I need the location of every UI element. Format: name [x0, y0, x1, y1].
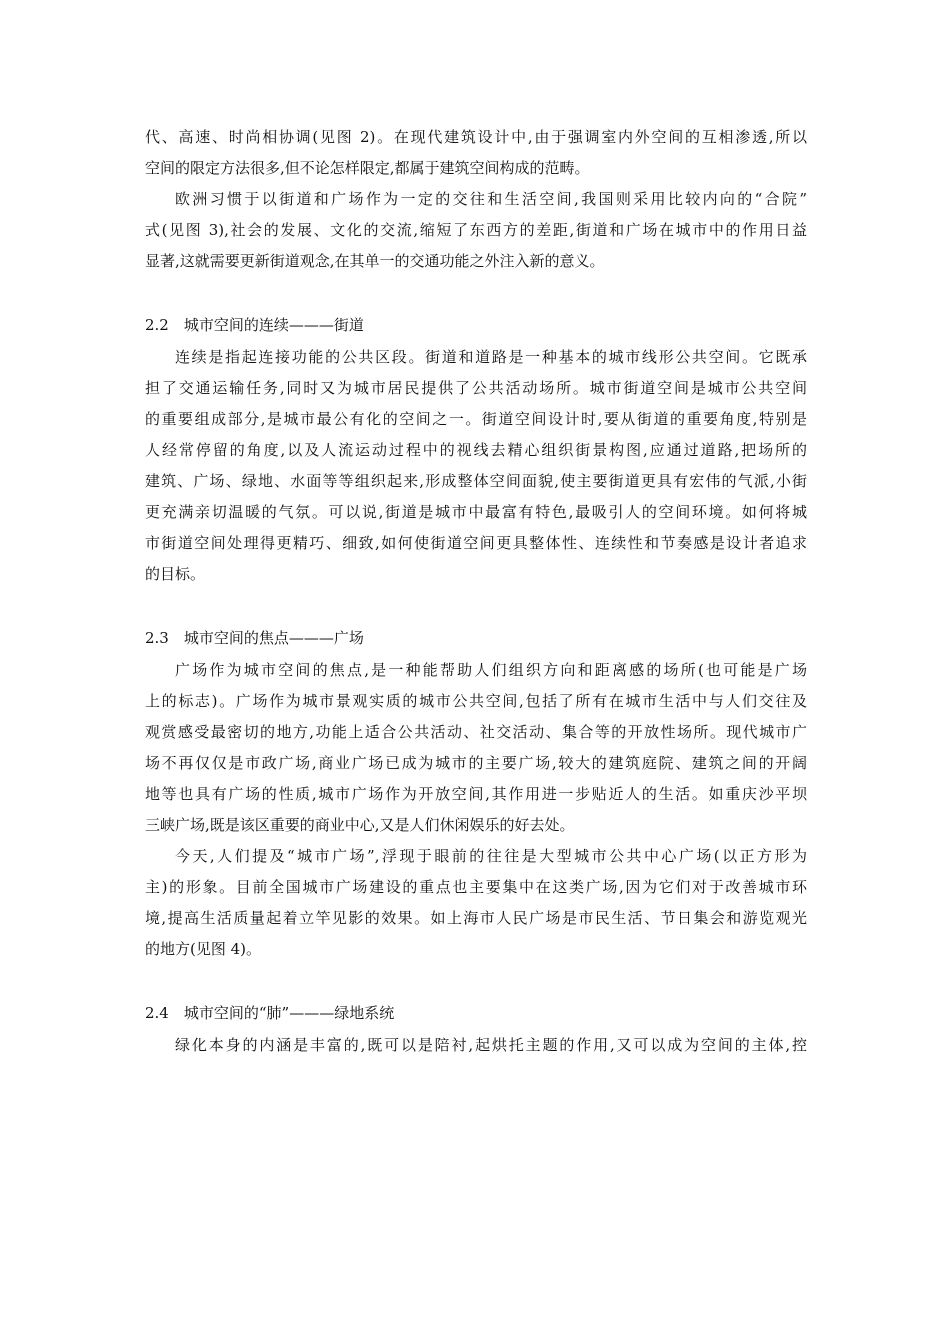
text-line: 的目标。	[145, 565, 206, 583]
text-line: 空间的限定方法很多,但不论怎样限定,都属于建筑空间构成的范畴。	[145, 159, 590, 177]
text-line: 绿化本身的内涵是丰富的,既可以是陪衬,起烘托主题的作用,又可以成为空间的主体,控	[175, 1036, 807, 1054]
text-line: 担了交通运输任务,同时又为城市居民提供了公共活动场所。城市街道空间是城市公共空间	[145, 379, 807, 397]
paragraph-3	[145, 342, 807, 590]
paragraph-5	[145, 841, 807, 965]
section-gap	[145, 277, 807, 308]
text-line: 广场作为城市空间的焦点,是一种能帮助人们组织方向和距离感的场所(也可能是广场	[175, 661, 807, 679]
text-line: 三峡广场,既是该区重要的商业中心,又是人们休闲娱乐的好去处。	[145, 816, 575, 834]
text-line: 上的标志)。广场作为城市景观实质的城市公共空间,包括了所有在城市生活中与人们交往及	[145, 692, 807, 710]
paragraph-4	[145, 655, 807, 841]
text-line: 显著,这就需要更新街道观念,在其单一的交通功能之外注入新的意义。	[145, 252, 605, 270]
text-line: 境,提高生活质量起着立竿见影的效果。如上海市人民广场是市民生活、节日集会和游览观光	[145, 909, 807, 927]
paragraph-2	[145, 184, 807, 277]
text-line: 的地方(见图 4)。	[145, 940, 262, 958]
section-gap	[145, 965, 807, 996]
text-line: 人经常停留的角度,以及人流运动过程中的视线去精心组织街景构图,应通过道路,把场所的	[145, 441, 807, 459]
section-heading-2-2: 2.2 城市空间的连续———街道	[145, 316, 364, 334]
text-line: 更充满亲切温暖的气氛。可以说,街道是城市中最富有特色,最吸引人的空间环境。如何将城	[145, 503, 807, 521]
text-line: 代、高速、时尚相协调(见图 2)。在现代建筑设计中,由于强调室内外空间的互相渗透,所以	[145, 128, 807, 146]
text-line: 场不再仅仅是市政广场,商业广场已成为城市的主要广场,较大的建筑庭院、建筑之间的开阔	[145, 754, 807, 772]
text-line: 欧洲习惯于以街道和广场作为一定的交往和生活空间,我国则采用比较内向的“合院”	[175, 190, 807, 208]
text-line: 式(见图 3),社会的发展、文化的交流,缩短了东西方的差距,街道和广场在城市中的作用日益	[145, 221, 807, 239]
section-gap	[145, 590, 807, 621]
paragraph-6	[145, 1030, 807, 1061]
text-line: 建筑、广场、绿地、水面等等组织起来,形成整体空间面貌,使主要街道更具有宏伟的气派,小街	[145, 472, 807, 490]
text-line: 的重要组成部分,是城市最公有化的空间之一。街道空间设计时,要从街道的重要角度,特别是	[145, 410, 807, 428]
text-line: 市街道空间处理得更精巧、细致,如何使街道空间更具整体性、连续性和节奏感是设计者追求	[145, 534, 807, 552]
paragraph-1	[145, 122, 807, 184]
text-line: 连续是指起连接功能的公共区段。街道和道路是一种基本的城市线形公共空间。它既承	[175, 348, 807, 366]
section-heading-2-4: 2.4 城市空间的“肺”———绿地系统	[145, 1004, 395, 1022]
text-line: 今天,人们提及“城市广场”,浮现于眼前的往往是大型城市公共中心广场(以正方形为	[175, 847, 807, 865]
document-page	[145, 122, 807, 1061]
text-line: 观赏感受最密切的地方,功能上适合公共活动、社交活动、集合等的开放性场所。现代城市广	[145, 723, 807, 741]
text-line: 主)的形象。目前全国城市广场建设的重点也主要集中在这类广场,因为它们对于改善城市环	[145, 878, 807, 896]
text-line: 地等也具有广场的性质,城市广场作为开放空间,其作用进一步贴近人的生活。如重庆沙平坝	[145, 785, 807, 803]
section-heading-2-3: 2.3 城市空间的焦点———广场	[145, 629, 364, 647]
